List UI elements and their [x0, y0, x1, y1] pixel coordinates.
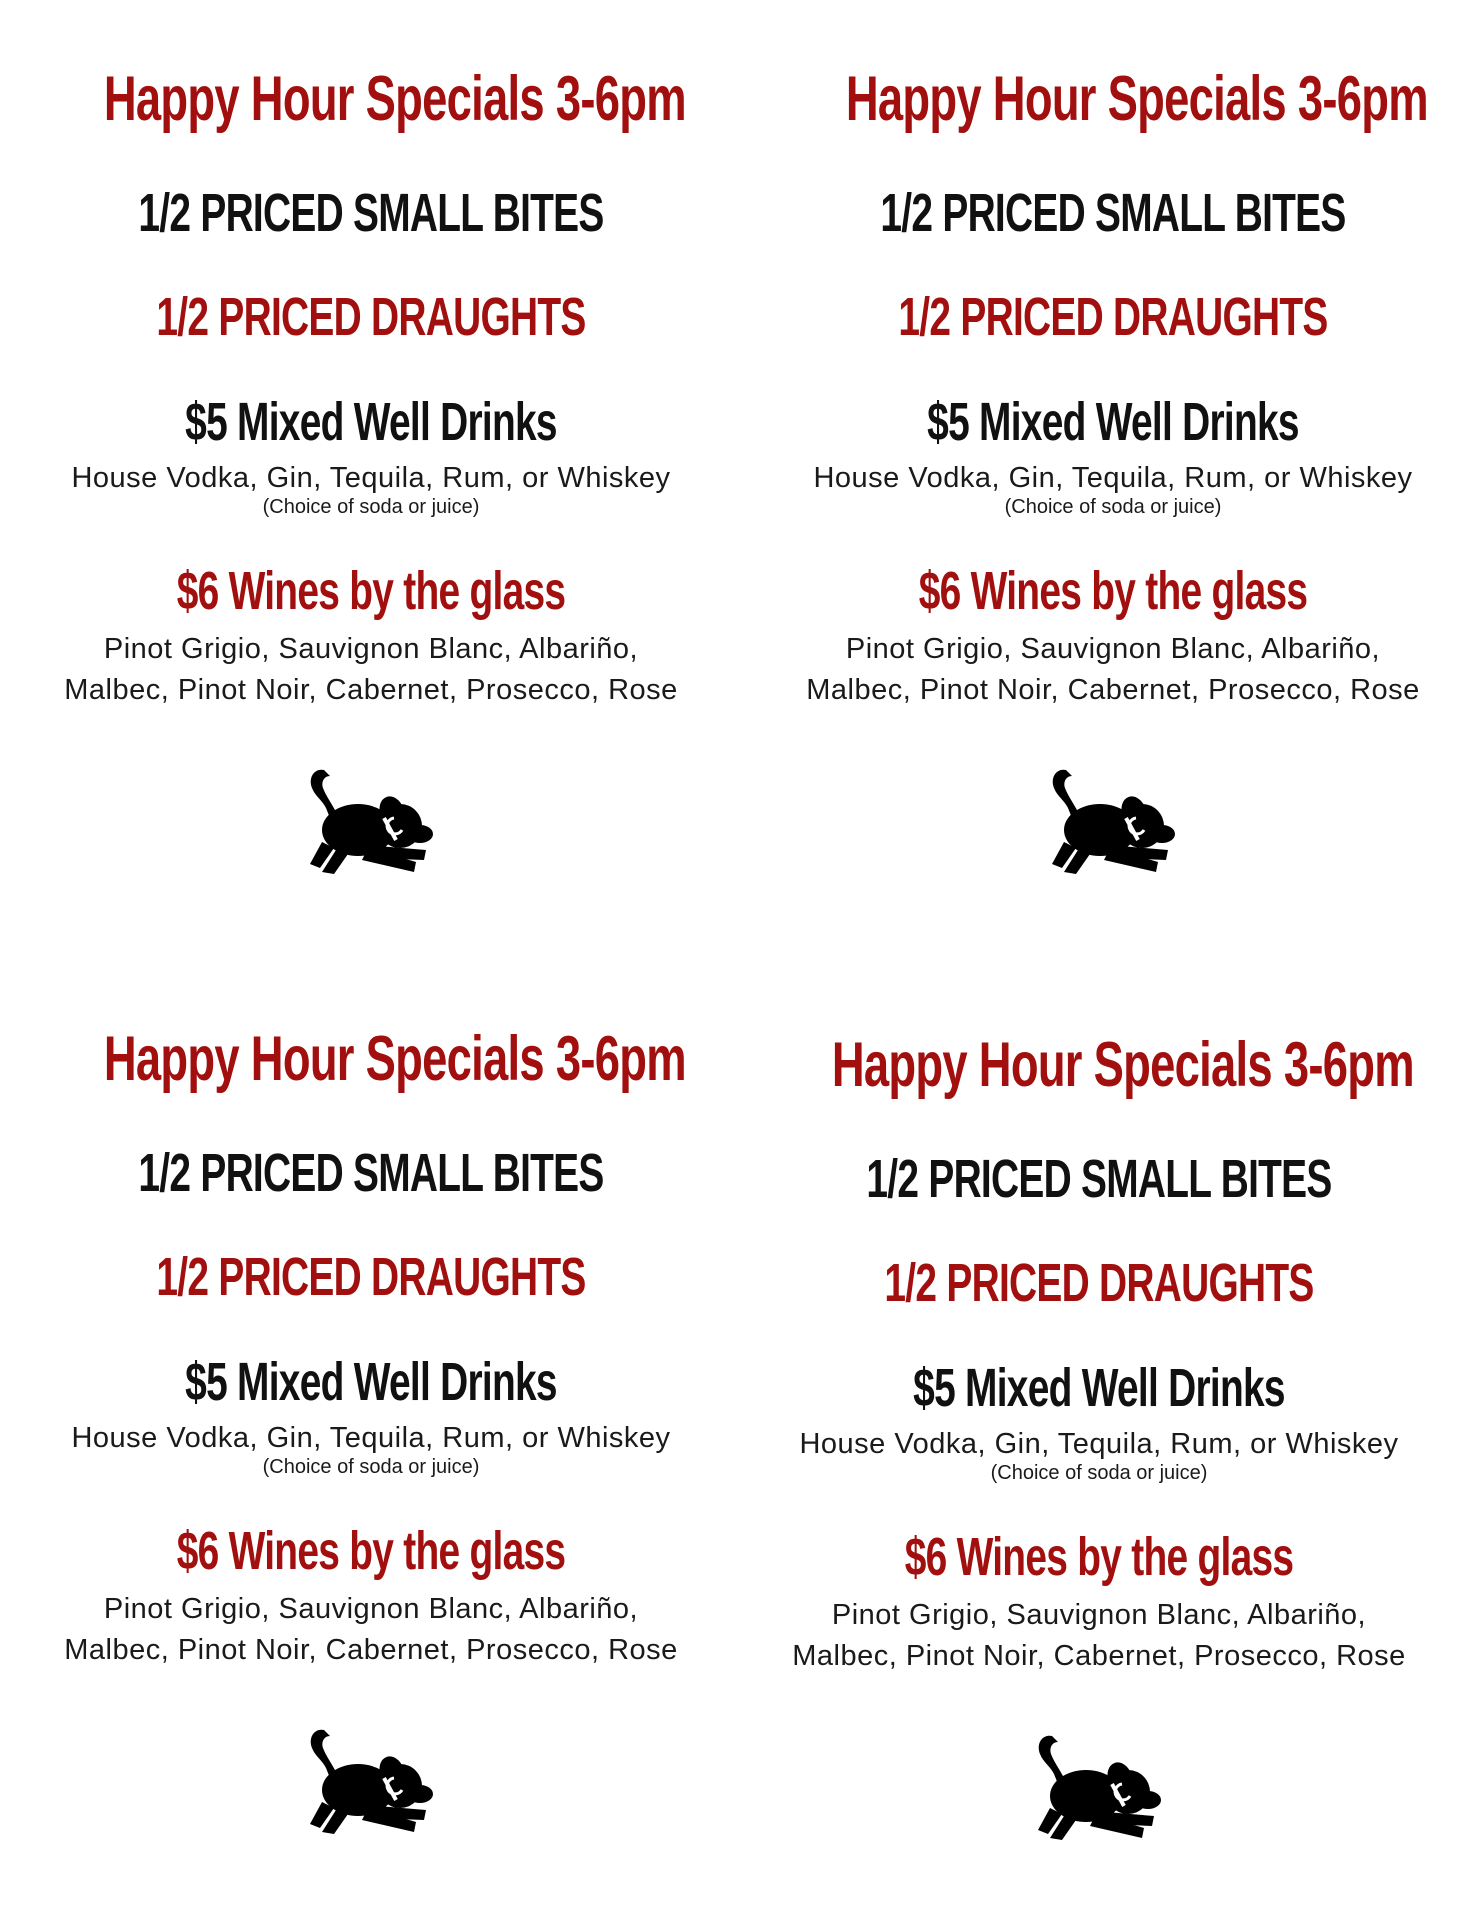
dog-icon [296, 1720, 436, 1840]
wine-list-line-2: Malbec, Pinot Noir, Cabernet, Prosecco, Rose [64, 1634, 678, 1666]
wine-list-line-1: Pinot Grigio, Sauvignon Blanc, Albariño, [831, 1599, 1367, 1631]
mixed-drinks-spirits: House Vodka, Gin, Tequila, Rum, or Whiskey [813, 462, 1413, 494]
wine-list-line-1: Pinot Grigio, Sauvignon Blanc, Albariño, [845, 633, 1381, 665]
card-title: Happy Hour Specials 3-6pm [103, 1024, 686, 1094]
small-bites-offer: 1/2 PRICED SMALL BITES [138, 1143, 604, 1203]
wine-list-line-2: Malbec, Pinot Noir, Cabernet, Prosecco, Rose [64, 674, 678, 706]
small-bites-offer: 1/2 PRICED SMALL BITES [866, 1149, 1332, 1209]
mixed-drinks-note: (Choice of soda or juice) [990, 1462, 1208, 1484]
mixed-drinks-spirits: House Vodka, Gin, Tequila, Rum, or Whiskey [71, 462, 671, 494]
mixed-drinks-spirits: House Vodka, Gin, Tequila, Rum, or Whiskey [71, 1422, 671, 1454]
wine-list-line-2: Malbec, Pinot Noir, Cabernet, Prosecco, Rose [792, 1640, 1406, 1672]
wines-heading: $6 Wines by the glass [176, 561, 566, 621]
small-bites-offer: 1/2 PRICED SMALL BITES [138, 183, 604, 243]
draughts-offer: 1/2 PRICED DRAUGHTS [898, 287, 1328, 347]
dog-icon [1038, 760, 1178, 880]
card-title: Happy Hour Specials 3-6pm [845, 64, 1428, 134]
flyer-card-top-right [742, 0, 1484, 960]
card-title: Happy Hour Specials 3-6pm [831, 1030, 1414, 1100]
mixed-drinks-heading: $5 Mixed Well Drinks [185, 1352, 557, 1412]
mixed-drinks-heading: $5 Mixed Well Drinks [927, 392, 1299, 452]
small-bites-offer: 1/2 PRICED SMALL BITES [880, 183, 1346, 243]
wine-list-line-2: Malbec, Pinot Noir, Cabernet, Prosecco, Rose [806, 674, 1420, 706]
mixed-drinks-note: (Choice of soda or juice) [262, 1456, 480, 1478]
card-title: Happy Hour Specials 3-6pm [103, 64, 686, 134]
mixed-drinks-heading: $5 Mixed Well Drinks [913, 1358, 1285, 1418]
mixed-drinks-spirits: House Vodka, Gin, Tequila, Rum, or Whiskey [799, 1428, 1399, 1460]
flyer-card-bottom-right [728, 966, 1470, 1920]
mixed-drinks-note: (Choice of soda or juice) [1004, 496, 1222, 518]
draughts-offer: 1/2 PRICED DRAUGHTS [884, 1253, 1314, 1313]
flyer-card-top-left [0, 0, 742, 960]
wines-heading: $6 Wines by the glass [904, 1527, 1294, 1587]
wines-heading: $6 Wines by the glass [176, 1521, 566, 1581]
dog-icon [1024, 1726, 1164, 1846]
wines-heading: $6 Wines by the glass [918, 561, 1308, 621]
dog-icon [296, 760, 436, 880]
draughts-offer: 1/2 PRICED DRAUGHTS [156, 1247, 586, 1307]
flyer-card-bottom-left [0, 960, 742, 1920]
mixed-drinks-note: (Choice of soda or juice) [262, 496, 480, 518]
mixed-drinks-heading: $5 Mixed Well Drinks [185, 392, 557, 452]
wine-list-line-1: Pinot Grigio, Sauvignon Blanc, Albariño, [103, 1593, 639, 1625]
draughts-offer: 1/2 PRICED DRAUGHTS [156, 287, 586, 347]
wine-list-line-1: Pinot Grigio, Sauvignon Blanc, Albariño, [103, 633, 639, 665]
